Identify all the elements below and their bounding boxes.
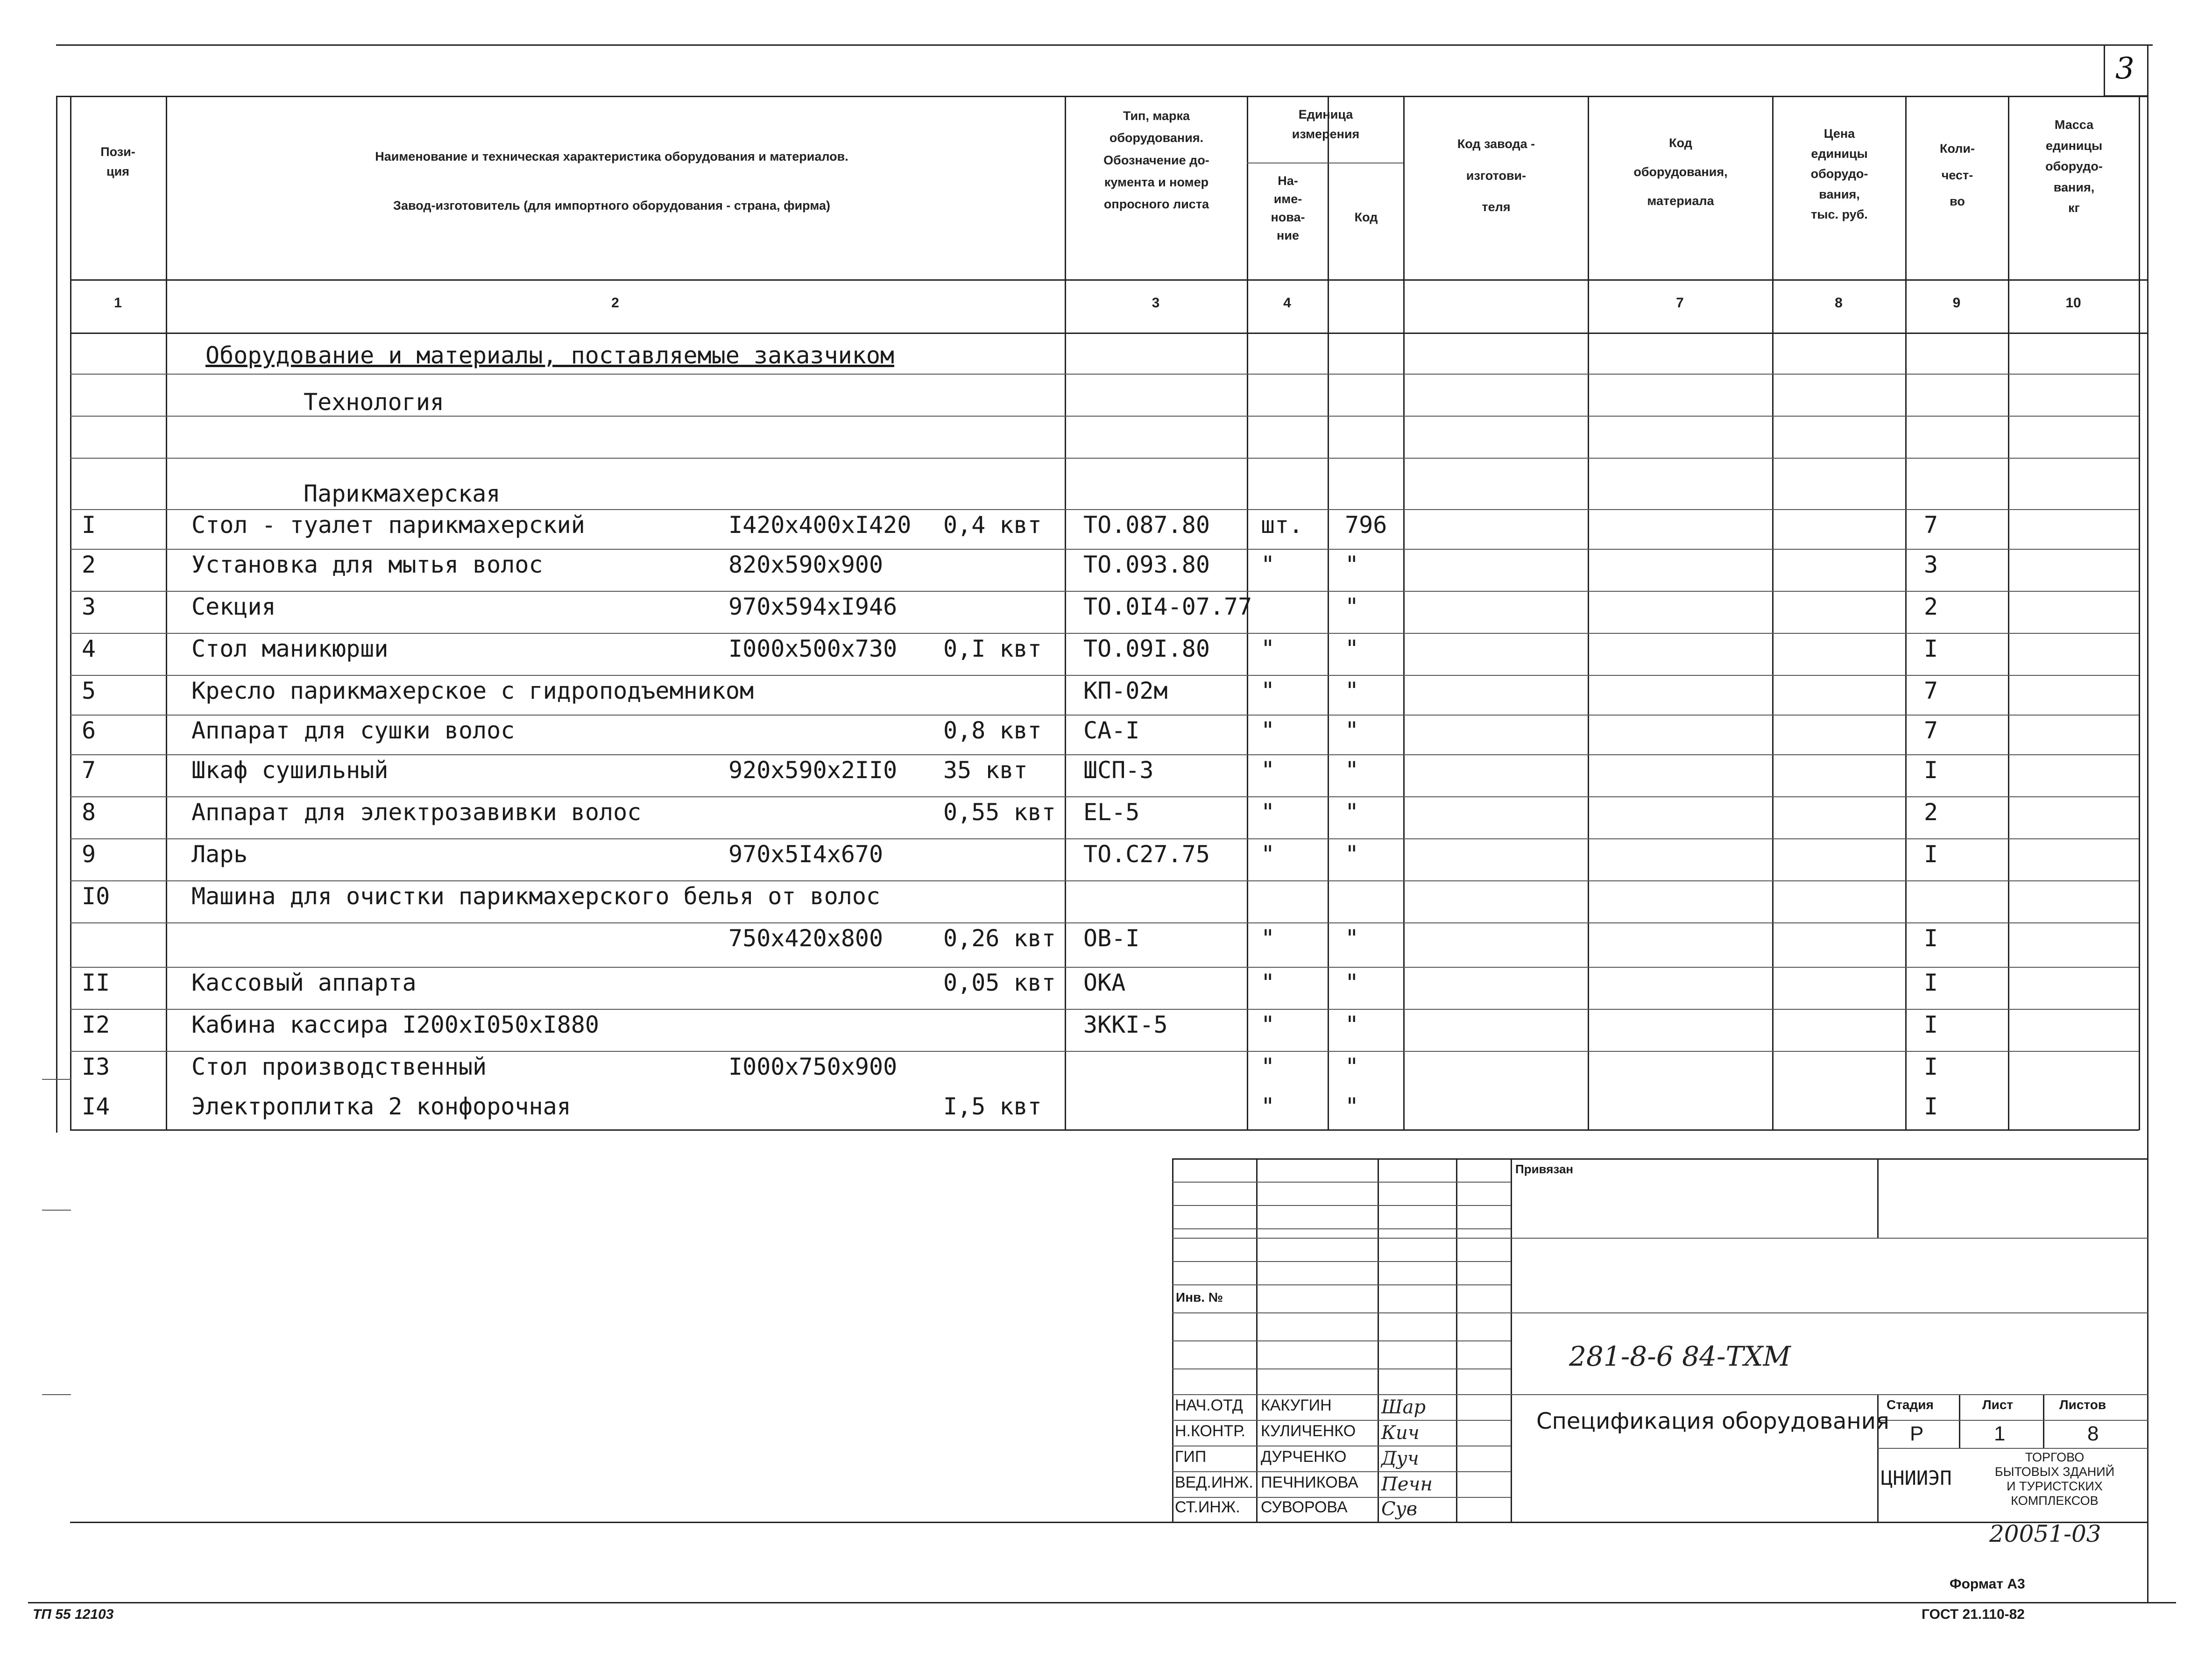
row-unit-name: ": [1261, 925, 1275, 952]
row-position: 2: [82, 551, 96, 578]
row-name: Аппарат для электрозавивки волос: [191, 799, 642, 826]
stamp-line: [1172, 1228, 1511, 1229]
stamp-name: КАКУГИН: [1261, 1397, 1332, 1414]
colnum-3: 3: [1152, 295, 1160, 311]
row-unit-name: ": [1261, 635, 1275, 662]
stamp-name: ДУРЧЕНКО: [1261, 1448, 1347, 1466]
row-unit-code: ": [1345, 593, 1359, 620]
row-unit-code: ": [1345, 1053, 1359, 1080]
row-name: Шкаф сушильный: [191, 757, 389, 784]
header-quantity: Коли- чест- во: [1939, 142, 1975, 209]
stamp-sheets: 8: [2087, 1422, 2099, 1445]
stamp-signature: Печн: [1381, 1474, 1433, 1495]
edge-tick: [42, 1079, 71, 1080]
row-line: [70, 458, 2139, 459]
row-position: I: [82, 511, 96, 539]
col-line: [1905, 96, 1907, 1130]
stamp-signature: Сув: [1381, 1498, 1418, 1520]
colnum-7: 7: [1676, 295, 1684, 311]
row-dimensions: 920x590x2II0: [728, 757, 898, 784]
row-position: I2: [82, 1011, 110, 1038]
row-quantity: 2: [1924, 593, 1938, 620]
row-name: Кабина кассира I200xI050xI880: [191, 1011, 599, 1038]
colnum-4: 4: [1283, 295, 1291, 311]
header-maker-code: Код завода - изготови- теля: [1457, 137, 1535, 214]
page-bottom-border: [28, 1602, 2176, 1603]
row-dimensions: I420x400xI420: [728, 511, 912, 539]
row-quantity: 2: [1924, 799, 1938, 826]
row-type: ТО.С27.75: [1083, 841, 1210, 868]
stamp-stage: Р: [1910, 1422, 1924, 1445]
row-position: 3: [82, 593, 96, 620]
col-line: [1403, 96, 1405, 1130]
row-dimensions: I000x500x730: [728, 635, 898, 662]
stamp-line: [1172, 1182, 1511, 1183]
stamp-line: [1172, 1284, 1511, 1285]
stamp-line: [1172, 1471, 1511, 1472]
stamp-privyazan-label: Привязан: [1515, 1162, 1574, 1176]
row-unit-name: ": [1261, 969, 1275, 996]
header-mass: Масса единицы оборудо- вания, кг: [2045, 118, 2103, 215]
row-line: [70, 754, 2139, 755]
row-quantity: I: [1924, 1093, 1938, 1120]
stamp-signature: Дуч: [1381, 1448, 1419, 1469]
row-power: 0,26 квт: [943, 925, 1056, 952]
row-unit-code: ": [1345, 1011, 1359, 1038]
row-power: 0,05 квт: [943, 969, 1056, 996]
row-type: ЕL-5: [1083, 799, 1140, 826]
row-name: Кассовый аппарта: [191, 969, 417, 996]
subsection-title: Технология: [304, 389, 445, 416]
row-name: Кресло парикмахерское с гидроподъемником: [191, 677, 754, 704]
row-quantity: I: [1924, 635, 1938, 662]
row-unit-code: 796: [1345, 511, 1387, 539]
row-position: I0: [82, 883, 110, 910]
stamp-sheet: 1: [1994, 1422, 2006, 1445]
row-name: Машина для очистки парикмахерского белья от волос: [191, 883, 881, 910]
row-unit-name: ": [1261, 677, 1275, 704]
row-unit-code: ": [1345, 841, 1359, 868]
row-type: СА-I: [1083, 717, 1140, 744]
row-quantity: 7: [1924, 677, 1938, 704]
row-dimensions: 750x420x800: [728, 925, 883, 952]
row-unit-code: ": [1345, 969, 1359, 996]
header-unit-code: Код: [1354, 210, 1378, 224]
row-unit-name: ": [1261, 1053, 1275, 1080]
stamp-signature: Кич: [1381, 1422, 1420, 1444]
row-quantity: 7: [1924, 511, 1938, 539]
stamp-role: ВЕД.ИНЖ.: [1175, 1474, 1253, 1491]
row-position: 8: [82, 799, 96, 826]
row-type: ТО.093.80: [1083, 551, 1210, 578]
row-name: Стол производственный: [191, 1053, 487, 1080]
stamp-archive-no: 20051-03: [1989, 1520, 2101, 1547]
row-type: ТО.0I4-07.77: [1083, 593, 1252, 620]
row-quantity: 3: [1924, 551, 1938, 578]
row-quantity: I: [1924, 925, 1938, 952]
row-quantity: I: [1924, 1053, 1938, 1080]
row-unit-code: ": [1345, 1093, 1359, 1120]
row-name: Аппарат для сушки волос: [191, 717, 515, 744]
row-unit-code: ": [1345, 717, 1359, 744]
row-line: [70, 922, 2139, 923]
stamp-doc-title: Спецификация оборудования: [1536, 1408, 1889, 1434]
row-power: 0,8 квт: [943, 717, 1042, 744]
stamp-line: [1877, 1420, 2148, 1421]
colnum-9: 9: [1952, 295, 1961, 311]
header-name-line2: Завод-изготовитель (для импортного оборудования - страна, фирма): [393, 199, 830, 213]
row-name: Стол - туалет парикмахерский: [191, 511, 585, 539]
colnum-10: 10: [2065, 295, 2081, 311]
row-unit-name: ": [1261, 1093, 1275, 1120]
header-position: Пози- ция: [100, 145, 135, 178]
colnum-2: 2: [611, 295, 619, 311]
row-line: [70, 838, 2139, 839]
footer-left-code: ТП 55 12103: [33, 1607, 114, 1622]
group-title: Парикмахерская: [304, 480, 501, 507]
stamp-name: СУВОРОВА: [1261, 1498, 1348, 1516]
row-line: [70, 796, 2139, 797]
stamp-role: Н.КОНТР.: [1175, 1422, 1245, 1440]
stamp-signature: Шар: [1381, 1397, 1426, 1418]
col-line: [1588, 96, 1589, 1130]
row-line: [70, 416, 2139, 417]
stamp-role: ГИП: [1175, 1448, 1207, 1466]
row-dimensions: I000x750x900: [728, 1053, 898, 1080]
row-dimensions: 970x5I4x670: [728, 841, 883, 868]
stamp-stage-label: Стадия: [1887, 1397, 1934, 1412]
row-position: II: [82, 969, 110, 996]
stamp-role: СТ.ИНЖ.: [1175, 1498, 1240, 1516]
row-line: [70, 591, 2139, 592]
row-line: [70, 675, 2139, 676]
header-type: Тип, марка оборудования. Обозначение до- кумента и номер опросного листа: [1103, 109, 1209, 211]
header-bottom-line: [70, 279, 2148, 281]
row-quantity: I: [1924, 1011, 1938, 1038]
page-top-border: [56, 44, 2153, 46]
stamp-org: ЦНИИЭП: [1881, 1467, 1952, 1489]
row-line: [70, 549, 2139, 550]
row-line: [70, 1009, 2139, 1010]
row-unit-code: ": [1345, 925, 1359, 952]
row-unit-name: ": [1261, 1011, 1275, 1038]
col-line: [1065, 96, 1066, 1130]
colnum-1: 1: [114, 295, 122, 311]
col-line: [166, 96, 167, 1130]
row-line: [70, 633, 2139, 634]
row-power: 35 квт: [943, 757, 1028, 784]
row-name: Электроплитка 2 конфорочная: [191, 1093, 571, 1120]
stamp-line: [1172, 1420, 1511, 1421]
edge-tick: [42, 1394, 71, 1395]
row-line: [70, 509, 2139, 510]
stamp-name: ПЕЧНИКОВА: [1261, 1474, 1358, 1491]
stamp-line: [1959, 1394, 1960, 1448]
stamp-line: [1172, 1312, 2148, 1313]
row-unit-name: ": [1261, 717, 1275, 744]
edge-tick: [42, 1210, 71, 1211]
row-name: Секция: [191, 593, 276, 620]
row-quantity: 7: [1924, 717, 1938, 744]
row-quantity: I: [1924, 757, 1938, 784]
row-unit-name: ": [1261, 551, 1275, 578]
row-unit-name: ": [1261, 841, 1275, 868]
stamp-doc-code: 281-8-6 84-ТХМ: [1569, 1340, 1791, 1372]
row-type: ОВ-I: [1083, 925, 1140, 952]
header-unit-name: На- име- нова- ние: [1271, 174, 1305, 243]
row-unit-code: ": [1345, 799, 1359, 826]
footer-gost: ГОСТ 21.110-82: [1922, 1607, 2025, 1622]
col-line: [1772, 96, 1774, 1130]
stamp-line: [1172, 1340, 1511, 1341]
row-quantity: I: [1924, 841, 1938, 868]
header-unit-group: Единица измерения: [1292, 107, 1360, 141]
row-unit-code: ": [1345, 757, 1359, 784]
row-dimensions: 820x590x900: [728, 551, 883, 578]
col-line: [2139, 96, 2140, 1130]
row-line: [70, 374, 2139, 375]
table-body-bottom: [70, 1129, 2139, 1131]
row-name: Стол маникюрши: [191, 635, 389, 662]
stamp-line: [2043, 1394, 2044, 1448]
row-unit-name: ": [1261, 799, 1275, 826]
row-quantity: I: [1924, 969, 1938, 996]
row-position: 6: [82, 717, 96, 744]
col-line: [1328, 96, 1329, 1130]
sheet-corner-number: 3: [2115, 51, 2134, 86]
row-type: ТО.09I.80: [1083, 635, 1210, 662]
section-title: Оборудование и материалы, поставляемые заказчиком: [205, 342, 895, 369]
stamp-role: НАЧ.ОТД: [1175, 1397, 1243, 1414]
row-type: ШСП-3: [1083, 757, 1154, 784]
row-name: Ларь: [191, 841, 248, 868]
colnum-bottom-line: [70, 333, 2148, 334]
stamp-org-desc: ТОРГОВО БЫТОВЫХ ЗДАНИЙ И ТУРИСТСКИХ КОМПЛЕКСОВ: [1994, 1450, 2115, 1508]
row-position: I4: [82, 1093, 110, 1120]
row-position: 9: [82, 841, 96, 868]
row-dimensions: 970x594xI946: [728, 593, 898, 620]
row-position: 4: [82, 635, 96, 662]
stamp-line: [1172, 1497, 1511, 1498]
stamp-line: [1172, 1238, 2148, 1239]
row-line: [70, 880, 2139, 881]
row-power: 0,55 квт: [943, 799, 1056, 826]
col-line: [2008, 96, 2009, 1130]
header-equipment-code: Код оборудования, материала: [1633, 136, 1728, 208]
stamp-line: [1172, 1205, 1511, 1206]
stamp-bottom: [70, 1522, 2148, 1523]
row-power: 0,4 квт: [943, 511, 1042, 539]
stamp-line: [1172, 1394, 2148, 1395]
row-power: 0,I квт: [943, 635, 1042, 662]
stamp-inv-label: Инв. №: [1176, 1290, 1223, 1304]
row-unit-code: ": [1345, 635, 1359, 662]
row-unit-name: ": [1261, 757, 1275, 784]
row-type: ТО.087.80: [1083, 511, 1210, 539]
stamp-sheet-label: Лист: [1982, 1397, 2014, 1412]
stamp-line: [1877, 1448, 2148, 1449]
stamp-line: [1877, 1158, 1879, 1238]
row-type: ЗККI-5: [1083, 1011, 1168, 1038]
stamp-sheets-label: Листов: [2059, 1397, 2106, 1412]
header-price: Цена единицы оборудо- вания, тыс. руб.: [1810, 127, 1868, 221]
row-unit-name: шт.: [1261, 511, 1303, 539]
stamp-line: [1172, 1261, 1511, 1262]
row-line: [70, 1051, 2139, 1052]
row-type: КП-02м: [1083, 677, 1168, 704]
col-line: [70, 96, 71, 1130]
row-unit-code: ": [1345, 677, 1359, 704]
row-unit-code: ": [1345, 551, 1359, 578]
row-type: ОКА: [1083, 969, 1126, 996]
row-line: [70, 715, 2139, 716]
colnum-8: 8: [1835, 295, 1843, 311]
stamp-line: [1172, 1368, 1511, 1369]
row-position: 7: [82, 757, 96, 784]
row-position: I3: [82, 1053, 110, 1080]
header-name-line1: Наименование и техническая характеристика оборудования и материалов.: [375, 149, 848, 163]
row-line: [70, 967, 2139, 968]
footer-format: Формат А3: [1950, 1576, 2025, 1592]
row-position: 5: [82, 677, 96, 704]
stamp-line: [1511, 1158, 1512, 1523]
stamp-name: КУЛИЧЕНКО: [1261, 1422, 1356, 1440]
row-power: I,5 квт: [943, 1093, 1042, 1120]
row-name: Установка для мытья волос: [191, 551, 543, 578]
